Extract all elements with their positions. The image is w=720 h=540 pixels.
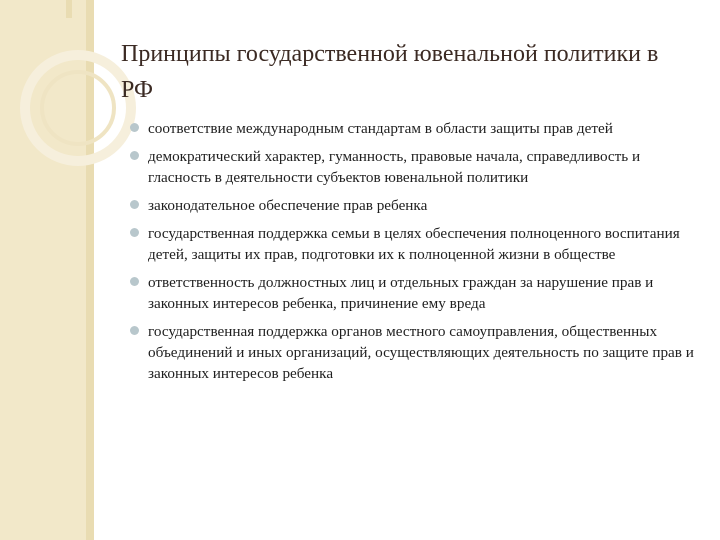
bullet-item <box>130 118 700 139</box>
bullet-text: соответствие международным стандартам в области защиты прав детей <box>148 120 613 137</box>
bullet-text: государственная поддержка семьи в целях обеспечения полноценного воспитания детей, защиты их прав, подготовки их к полноценной жизни в обществе <box>148 225 680 263</box>
bullet-dot-icon <box>130 200 139 209</box>
bullet-dot-icon <box>130 326 139 335</box>
bullet-dot-icon <box>130 228 139 237</box>
bullet-list <box>130 118 700 391</box>
bullet-dot-icon <box>130 123 139 132</box>
bullet-item <box>130 195 700 216</box>
decorative-inner-ring <box>40 70 116 146</box>
top-decorative-strip <box>66 0 72 18</box>
bullet-text: государственная поддержка органов местного самоуправления, общественных объединений и иных организаций, осуществляющих деятельность по защите прав и законных интересов ребенка <box>148 323 694 382</box>
bullet-dot-icon <box>130 151 139 160</box>
slide-title: Принципы государственной ювенальной политики в РФ <box>121 41 659 103</box>
bullet-dot-icon <box>130 277 139 286</box>
bullet-item <box>130 223 700 265</box>
bullet-item <box>130 146 700 188</box>
bullet-text: ответственность должностных лиц и отдельных граждан за нарушение прав и законных интересов ребенка, причинение ему вреда <box>148 274 654 312</box>
bullet-item <box>130 321 700 384</box>
bullet-item <box>130 272 700 314</box>
bullet-text: законодательное обеспечение прав ребенка <box>148 197 428 214</box>
bullet-text: демократический характер, гуманность, правовые начала, справедливость и гласность в деятельности субъектов ювенальной политики <box>148 148 641 186</box>
